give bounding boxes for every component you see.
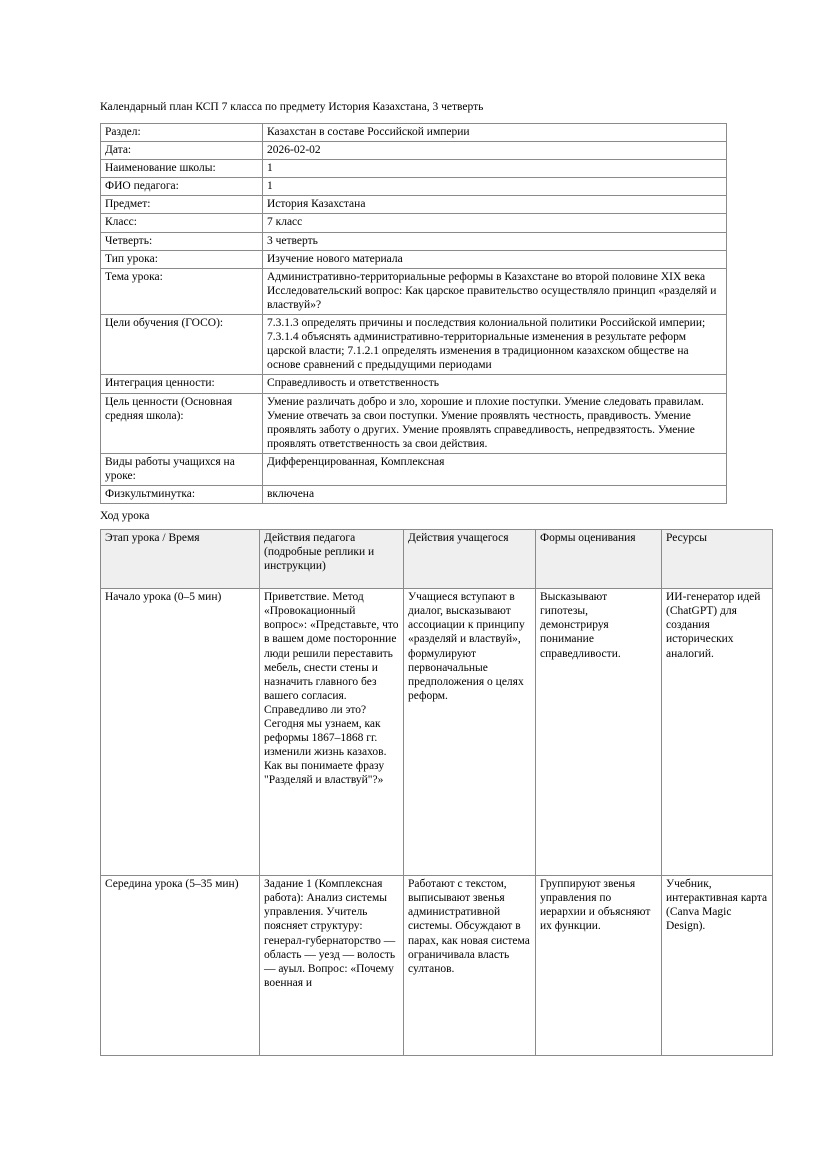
column-header-student-actions: Действия учащегося xyxy=(404,530,536,589)
info-value: Справедливость и ответственность xyxy=(263,375,727,393)
lesson-info-table xyxy=(100,123,727,504)
info-label: Тема урока: xyxy=(101,268,263,314)
info-label: Тип урока: xyxy=(101,250,263,268)
info-label: Интеграция ценности: xyxy=(101,375,263,393)
info-value: 1 xyxy=(263,178,727,196)
info-value: Умение различать добро и зло, хорошие и плохие поступки. Умение следовать правилам. Умение отвечать за свои поступки. Умение проявлять честность, правдивость. Умение проявлять заботу о других. Умение проявлять справедливость, непредвзятость. Умение проявлять ответственность за свои действия. xyxy=(263,393,727,453)
table-row xyxy=(101,214,727,232)
cell-resources: ИИ-генератор идей (ChatGPT) для создания исторических аналогий. xyxy=(662,589,773,876)
info-value: 7 класс xyxy=(263,214,727,232)
info-value: 2026-02-02 xyxy=(263,142,727,160)
info-value: Дифференцированная, Комплексная xyxy=(263,453,727,485)
cell-student-actions: Работают с текстом, выписывают звенья административной системы. Обсуждают в парах, как новая система ограничивала власть султанов. xyxy=(404,876,536,1056)
info-label: Цели обучения (ГОСО): xyxy=(101,315,263,375)
table-row xyxy=(101,178,727,196)
cell-assessment: Группируют звенья управления по иерархии и объясняют их функции. xyxy=(536,876,662,1056)
table-row xyxy=(101,315,727,375)
table-row xyxy=(101,375,727,393)
table-row xyxy=(101,232,727,250)
lesson-flow-table xyxy=(100,529,773,1056)
info-value: История Казахстана xyxy=(263,196,727,214)
info-value: 3 четверть xyxy=(263,232,727,250)
info-label: Класс: xyxy=(101,214,263,232)
table-header-row xyxy=(101,530,773,589)
table-row xyxy=(101,124,727,142)
info-label: Виды работы учащихся на уроке: xyxy=(101,453,263,485)
cell-student-actions: Учащиеся вступают в диалог, высказывают ассоциации к принципу «разделяй и властвуй», формулируют первоначальные предположения о целях реформ. xyxy=(404,589,536,876)
info-label: Цель ценности (Основная средняя школа): xyxy=(101,393,263,453)
info-value: Изучение нового материала xyxy=(263,250,727,268)
info-label: Четверть: xyxy=(101,232,263,250)
lesson-flow-body xyxy=(101,589,773,1056)
flow-section-caption: Ход урока xyxy=(100,510,150,523)
cell-resources: Учебник, интерактивная карта (Canva Magic Design). xyxy=(662,876,773,1056)
info-label: Раздел: xyxy=(101,124,263,142)
column-header-assessment: Формы оценивания xyxy=(536,530,662,589)
table-row xyxy=(101,589,773,876)
table-row xyxy=(101,268,727,314)
table-row xyxy=(101,453,727,485)
info-value: 7.3.1.3 определять причины и последствия колониальной политики Российской империи; 7.3.1.4 объяснять административно-территориальные изменения в результате реформ царской власти; 7.1.2.1 определять изменения в традиционном казахском обществе на основе сравнений с предыдущими периодами xyxy=(263,315,727,375)
column-header-resources: Ресурсы xyxy=(662,530,773,589)
info-value: Административно-территориальные реформы в Казахстане во второй половине XIX века Исследовательский вопрос: Как царское правительство осуществляло принцип «разделяй и властвуй»? xyxy=(263,268,727,314)
lesson-flow-header xyxy=(101,530,773,589)
column-header-stage: Этап урока / Время xyxy=(101,530,260,589)
cell-teacher-actions: Приветствие. Метод «Провокационный вопрос»: «Представьте, что в вашем доме посторонние люди решили переставить мебель, снести стены и назначить главного без вашего согласия. Справедливо ли это? Сегодня мы узнаем, как реформы 1867–1868 гг. изменили жизнь казахов. Как вы понимаете фразу "Разделяй и властвуй"?» xyxy=(260,589,404,876)
info-label: Наименование школы: xyxy=(101,160,263,178)
cell-stage: Начало урока (0–5 мин) xyxy=(101,589,260,876)
cell-assessment: Высказывают гипотезы, демонстрируя понимание справедливости. xyxy=(536,589,662,876)
info-label: ФИО педагога: xyxy=(101,178,263,196)
info-value: 1 xyxy=(263,160,727,178)
table-row xyxy=(101,196,727,214)
table-row xyxy=(101,876,773,1056)
table-row xyxy=(101,250,727,268)
info-value: включена xyxy=(263,486,727,504)
info-label: Предмет: xyxy=(101,196,263,214)
cell-stage: Середина урока (5–35 мин) xyxy=(101,876,260,1056)
lesson-info-body xyxy=(101,124,727,504)
cell-teacher-actions: Задание 1 (Комплексная работа): Анализ системы управления. Учитель поясняет структуру: генерал-губернаторство — область — уезд — волость — ауыл. Вопрос: «Почему военная и xyxy=(260,876,404,1056)
table-row xyxy=(101,142,727,160)
table-row xyxy=(101,160,727,178)
info-label: Физкультминутка: xyxy=(101,486,263,504)
page-title: Календарный план КСП 7 класса по предмету История Казахстана, 3 четверть xyxy=(100,101,484,113)
column-header-teacher-actions: Действия педагога (подробные реплики и инструкции) xyxy=(260,530,404,589)
table-row xyxy=(101,393,727,453)
table-row xyxy=(101,486,727,504)
info-label: Дата: xyxy=(101,142,263,160)
info-value: Казахстан в составе Российской империи xyxy=(263,124,727,142)
